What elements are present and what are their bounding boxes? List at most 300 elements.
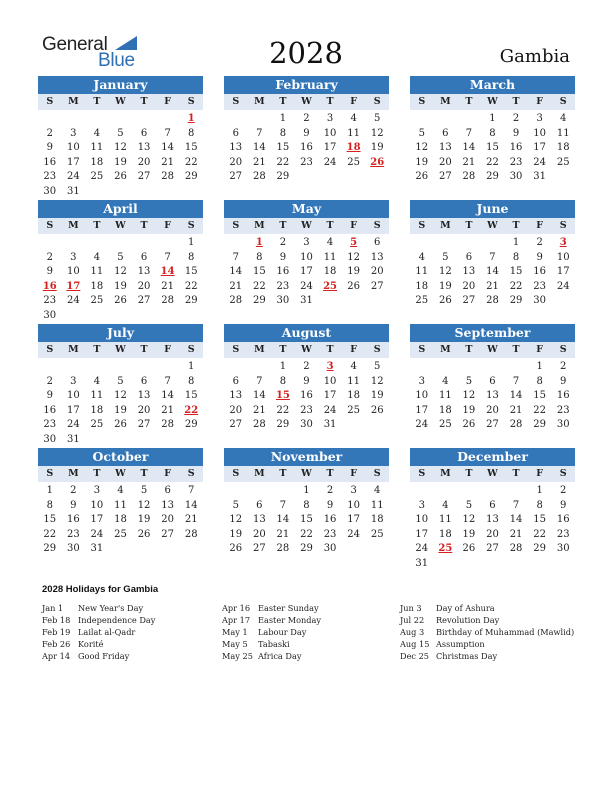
calendar-date: 24 — [66, 171, 80, 183]
holiday-date-label: Jul 22 — [400, 615, 425, 625]
calendar-date: 13 — [438, 142, 452, 154]
calendar-date: 25 — [415, 295, 429, 307]
weekday-label: W — [301, 468, 312, 479]
empty-cell — [132, 112, 156, 127]
weekday-label: F — [164, 344, 171, 355]
calendar-date: 30 — [276, 295, 290, 307]
weekday-label: S — [373, 220, 381, 231]
calendar-date: 11 — [90, 266, 104, 278]
month-header: November — [224, 448, 389, 466]
calendar-date: 27 — [486, 543, 499, 555]
weekday-label: M — [254, 220, 265, 231]
empty-cell — [248, 484, 272, 499]
calendar-date: 23 — [43, 419, 57, 431]
month-november — [224, 448, 389, 557]
month-july — [38, 324, 203, 448]
calendar-date: 29 — [252, 295, 266, 307]
calendar-date: 18 — [114, 514, 127, 526]
calendar-date: 15 — [300, 514, 313, 526]
month-august — [224, 324, 389, 433]
calendar-date: 23 — [556, 528, 570, 540]
calendar-date: 29 — [184, 419, 198, 431]
calendar-date: 10 — [66, 142, 80, 154]
calendar-date: 18 — [438, 404, 452, 416]
calendar-date: 15 — [533, 514, 546, 526]
calendar-date: 26 — [137, 528, 151, 540]
calendar-date: 6 — [489, 375, 496, 387]
calendar-date: 17 — [533, 142, 546, 154]
holiday-date: 3 — [559, 237, 567, 248]
calendar-date: 2 — [70, 485, 77, 496]
calendar-date: 12 — [370, 375, 384, 387]
empty-cell — [38, 112, 62, 127]
calendar-date: 14 — [462, 142, 476, 154]
empty-cell — [434, 484, 458, 499]
empty-cell — [224, 236, 248, 251]
calendar-date: 21 — [161, 404, 174, 416]
calendar-date: 2 — [46, 127, 53, 139]
calendar-date: 22 — [43, 528, 57, 540]
calendar-date: 2 — [326, 485, 334, 496]
calendar-date: 3 — [303, 237, 310, 248]
holiday-date-label: Aug 3 — [400, 627, 425, 637]
calendar-date: 8 — [536, 375, 543, 387]
holiday-row — [42, 638, 222, 650]
calendar-date: 12 — [370, 127, 384, 139]
calendar-date: 21 — [252, 404, 266, 416]
day-grid — [410, 112, 575, 185]
day-grid — [410, 484, 575, 572]
holiday-date: 26 — [370, 156, 385, 168]
weekday-label: T — [279, 96, 287, 107]
calendar-date: 28 — [229, 295, 243, 307]
calendar-date: 23 — [556, 404, 570, 416]
calendar-date: 5 — [465, 375, 473, 387]
weekday-label: W — [115, 96, 126, 107]
weekday-label: T — [140, 220, 148, 231]
weekday-label: W — [301, 96, 312, 107]
calendar-date: 1 — [303, 485, 310, 496]
calendar-date: 5 — [442, 251, 449, 263]
holiday-date-label: May 1 — [222, 627, 248, 637]
calendar-date: 30 — [66, 543, 80, 555]
calendar-date: 15 — [252, 266, 266, 278]
calendar-date: 18 — [90, 280, 104, 292]
page-title-year: 2028 — [269, 36, 343, 70]
calendar-date: 8 — [188, 375, 195, 387]
calendar-date: 28 — [509, 419, 523, 431]
weekday-label: S — [559, 96, 567, 107]
calendar-date: 2 — [560, 361, 567, 372]
day-grid — [410, 236, 575, 309]
holiday-date-label: Feb 19 — [42, 627, 71, 637]
calendar-date: 7 — [164, 127, 171, 139]
calendar-date: 3 — [70, 375, 77, 387]
calendar-date: 24 — [347, 528, 360, 540]
calendar-date: 13 — [462, 266, 476, 278]
calendar-date: 1 — [279, 361, 287, 372]
calendar-date: 26 — [347, 280, 360, 292]
calendar-date: 20 — [438, 156, 452, 168]
calendar-date: 25 — [438, 419, 452, 431]
weekday-row — [410, 94, 575, 110]
calendar-date: 25 — [347, 156, 360, 168]
holiday-date: 25 — [438, 543, 453, 555]
month-january — [38, 76, 203, 200]
calendar-date: 31 — [415, 557, 429, 569]
weekday-label: S — [187, 96, 195, 107]
calendar-date: 7 — [465, 127, 473, 139]
calendar-date: 26 — [114, 295, 127, 307]
calendar-date: 20 — [252, 528, 266, 540]
calendar-date: 29 — [509, 295, 523, 307]
holiday-row — [42, 650, 222, 662]
calendar-date: 12 — [137, 499, 151, 511]
weekday-label: S — [559, 468, 567, 479]
day-grid — [38, 484, 203, 557]
weekday-label: S — [46, 344, 54, 355]
calendar-date: 6 — [140, 127, 148, 139]
calendar-date: 12 — [415, 142, 429, 154]
holiday-date: 17 — [66, 280, 81, 292]
calendar-date: 27 — [486, 419, 499, 431]
empty-cell — [85, 360, 109, 375]
weekday-label: M — [68, 96, 79, 107]
calendar-date: 10 — [66, 266, 80, 278]
calendar-date: 27 — [462, 295, 476, 307]
calendar-date: 30 — [43, 185, 57, 197]
weekday-label: S — [373, 96, 381, 107]
calendar-date: 10 — [323, 127, 337, 139]
weekday-label: M — [440, 96, 451, 107]
holiday-name: Assumption — [436, 639, 485, 649]
calendar-date: 13 — [486, 390, 499, 402]
calendar-date: 1 — [536, 361, 543, 372]
calendar-date: 9 — [560, 499, 567, 511]
weekday-label: T — [512, 220, 520, 231]
calendar-date: 12 — [114, 142, 127, 154]
calendar-date: 23 — [323, 528, 337, 540]
calendar-date: 1 — [188, 361, 195, 372]
calendar-date: 16 — [66, 514, 80, 526]
weekday-label: T — [512, 468, 520, 479]
calendar-date: 17 — [90, 514, 104, 526]
holiday-date-label: Feb 18 — [42, 615, 71, 625]
calendar-date: 3 — [418, 499, 425, 511]
calendar-date: 25 — [370, 528, 384, 540]
calendar-date: 5 — [117, 251, 124, 263]
calendar-date: 19 — [137, 514, 151, 526]
calendar-date: 15 — [486, 142, 499, 154]
holiday-date: 1 — [187, 113, 195, 124]
calendar-date: 26 — [114, 171, 127, 183]
weekday-label: M — [254, 96, 265, 107]
calendar-date: 6 — [140, 375, 148, 387]
holiday-row — [222, 614, 402, 626]
calendar-date: 29 — [43, 543, 57, 555]
day-grid — [224, 236, 389, 309]
empty-cell — [132, 360, 156, 375]
calendar-date: 23 — [66, 528, 80, 540]
empty-cell — [434, 360, 458, 375]
calendar-date: 14 — [184, 499, 198, 511]
calendar-date: 11 — [370, 499, 384, 511]
weekday-label: F — [536, 220, 543, 231]
calendar-date: 6 — [489, 499, 496, 511]
holiday-date: 16 — [42, 280, 57, 292]
calendar-date: 6 — [374, 237, 381, 248]
calendar-date: 4 — [326, 237, 334, 248]
weekday-label: W — [301, 344, 312, 355]
calendar-date: 9 — [303, 375, 310, 387]
calendar-date: 29 — [276, 171, 290, 183]
calendar-date: 17 — [300, 266, 313, 278]
calendar-date: 11 — [90, 142, 104, 154]
calendar-date: 10 — [415, 390, 429, 402]
empty-cell — [434, 236, 458, 251]
calendar-date: 21 — [462, 156, 476, 168]
calendar-date: 27 — [229, 171, 243, 183]
weekday-label: F — [350, 96, 357, 107]
calendar-date: 9 — [560, 375, 567, 387]
calendar-date: 25 — [90, 419, 104, 431]
empty-cell — [248, 360, 272, 375]
holiday-date-label: May 5 — [222, 639, 248, 649]
weekday-label: F — [350, 220, 357, 231]
calendar-date: 24 — [66, 419, 80, 431]
calendar-date: 30 — [43, 309, 57, 321]
calendar-date: 9 — [512, 127, 520, 139]
calendar-date: 14 — [509, 514, 523, 526]
weekday-row — [38, 218, 203, 234]
calendar-date: 28 — [252, 171, 266, 183]
calendar-date: 11 — [438, 390, 452, 402]
calendar-date: 26 — [370, 404, 384, 416]
calendar-date: 30 — [556, 419, 570, 431]
holiday-row — [400, 602, 580, 614]
weekday-label: W — [115, 220, 126, 231]
calendar-date: 20 — [486, 404, 499, 416]
calendar-date: 5 — [117, 375, 124, 387]
calendar-date: 4 — [442, 375, 449, 387]
empty-cell — [85, 236, 109, 251]
calendar-date: 18 — [347, 390, 360, 402]
calendar-date: 2 — [512, 113, 520, 124]
calendar-date: 7 — [279, 499, 287, 511]
month-header: August — [224, 324, 389, 342]
calendar-date: 19 — [114, 404, 127, 416]
weekday-label: M — [440, 344, 451, 355]
calendar-date: 28 — [161, 295, 174, 307]
holiday-date-label: Apr 16 — [222, 603, 251, 613]
day-grid — [410, 360, 575, 433]
calendar-date: 20 — [137, 404, 151, 416]
calendar-date: 14 — [161, 390, 174, 402]
calendar-date: 11 — [347, 127, 360, 139]
calendar-date: 26 — [438, 295, 452, 307]
calendar-date: 18 — [556, 142, 570, 154]
calendar-date: 10 — [300, 251, 313, 263]
holiday-row — [400, 650, 580, 662]
calendar-date: 9 — [46, 266, 53, 278]
month-header: March — [410, 76, 575, 94]
month-header: June — [410, 200, 575, 218]
empty-cell — [410, 112, 434, 127]
empty-cell — [481, 360, 505, 375]
calendar-date: 11 — [415, 266, 429, 278]
weekday-label: S — [187, 468, 195, 479]
calendar-date: 22 — [533, 528, 546, 540]
calendar-date: 19 — [114, 280, 127, 292]
calendar-date: 12 — [347, 251, 360, 263]
calendar-date: 27 — [137, 419, 151, 431]
calendar-date: 4 — [93, 251, 101, 263]
calendar-date: 29 — [184, 171, 198, 183]
calendar-date: 13 — [229, 390, 243, 402]
calendar-date: 2 — [46, 375, 53, 387]
weekday-label: T — [93, 96, 101, 107]
calendar-date: 7 — [188, 485, 195, 496]
holiday-date: 18 — [346, 142, 361, 154]
calendar-date: 28 — [252, 419, 266, 431]
calendar-date: 16 — [323, 514, 337, 526]
empty-cell — [457, 236, 481, 251]
calendar-date: 16 — [300, 142, 313, 154]
weekday-label: W — [487, 468, 498, 479]
calendar-date: 30 — [323, 543, 337, 555]
calendar-date: 26 — [114, 419, 127, 431]
calendar-date: 14 — [252, 390, 266, 402]
calendar-date: 31 — [66, 433, 80, 445]
calendar-date: 29 — [184, 295, 198, 307]
holiday-row — [222, 650, 402, 662]
weekday-label: S — [373, 468, 381, 479]
calendar-date: 10 — [415, 514, 429, 526]
country-name: Gambia — [499, 46, 570, 67]
weekday-row — [410, 466, 575, 482]
calendar-date: 20 — [137, 156, 151, 168]
calendar-date: 28 — [509, 543, 523, 555]
holiday-date-label: Dec 25 — [400, 651, 430, 661]
calendar-date: 24 — [415, 419, 429, 431]
calendar-grid — [38, 76, 575, 576]
calendar-date: 6 — [256, 499, 263, 511]
calendar-date: 27 — [229, 419, 243, 431]
day-grid — [224, 360, 389, 433]
calendar-date: 30 — [509, 171, 523, 183]
empty-cell — [132, 236, 156, 251]
calendar-date: 2 — [536, 237, 543, 248]
calendar-date: 9 — [46, 142, 53, 154]
holiday-row — [400, 638, 580, 650]
calendar-date: 8 — [188, 127, 195, 139]
empty-cell — [504, 484, 528, 499]
day-grid — [224, 112, 389, 185]
weekday-label: S — [232, 344, 240, 355]
calendar-date: 17 — [415, 404, 429, 416]
calendar-date: 5 — [140, 485, 148, 496]
weekday-label: S — [46, 96, 54, 107]
calendar-date: 13 — [229, 142, 243, 154]
holiday-date-label: Apr 17 — [222, 615, 251, 625]
calendar-date: 21 — [509, 528, 523, 540]
calendar-date: 5 — [374, 361, 381, 372]
holiday-row — [222, 626, 402, 638]
calendar-date: 20 — [229, 156, 243, 168]
weekday-label: S — [46, 468, 54, 479]
weekday-label: F — [350, 468, 357, 479]
empty-cell — [156, 112, 180, 127]
holiday-date: 3 — [326, 361, 334, 372]
holiday-date-label: Jun 3 — [400, 603, 422, 613]
holiday-name: Easter Sunday — [258, 603, 319, 613]
calendar-date: 12 — [438, 266, 452, 278]
weekday-label: M — [254, 344, 265, 355]
empty-cell — [85, 112, 109, 127]
calendar-date: 3 — [93, 485, 101, 496]
weekday-label: M — [68, 344, 79, 355]
weekday-label: S — [187, 220, 195, 231]
weekday-label: M — [68, 468, 79, 479]
weekday-label: S — [187, 344, 195, 355]
logo-word-general: General — [42, 34, 108, 55]
empty-cell — [224, 112, 248, 127]
calendar-date: 12 — [229, 514, 243, 526]
calendar-date: 16 — [533, 266, 546, 278]
holiday-date-label: Jan 1 — [42, 603, 64, 613]
calendar-date: 21 — [161, 156, 174, 168]
weekday-label: M — [440, 220, 451, 231]
holiday-date-label: Feb 26 — [42, 639, 71, 649]
calendar-date: 26 — [462, 419, 476, 431]
weekday-label: S — [418, 220, 426, 231]
holiday-name: Revolution Day — [436, 615, 500, 625]
calendar-date: 24 — [415, 543, 429, 555]
weekday-row — [224, 218, 389, 234]
month-october — [38, 448, 203, 557]
weekday-row — [410, 218, 575, 234]
calendar-date: 13 — [137, 390, 151, 402]
month-header: December — [410, 448, 575, 466]
empty-cell — [224, 360, 248, 375]
calendar-date: 27 — [252, 543, 266, 555]
calendar-date: 9 — [326, 499, 334, 511]
calendar-date: 4 — [93, 375, 101, 387]
calendar-date: 24 — [66, 295, 80, 307]
calendar-date: 8 — [512, 251, 520, 263]
calendar-date: 25 — [347, 404, 360, 416]
weekday-label: W — [487, 96, 498, 107]
weekday-label: F — [164, 96, 171, 107]
calendar-date: 8 — [279, 127, 287, 139]
logo-word-blue: Blue — [98, 50, 135, 71]
calendar-date: 11 — [438, 514, 452, 526]
calendar-date: 5 — [232, 499, 239, 511]
calendar-date: 21 — [161, 280, 174, 292]
weekday-label: S — [559, 220, 567, 231]
calendar-date: 20 — [137, 280, 151, 292]
calendar-date: 25 — [90, 295, 104, 307]
calendar-date: 8 — [256, 251, 263, 263]
calendar-date: 24 — [556, 280, 570, 292]
calendar-date: 17 — [66, 156, 80, 168]
calendar-date: 15 — [184, 142, 198, 154]
calendar-date: 21 — [509, 404, 523, 416]
calendar-date: 16 — [43, 156, 57, 168]
weekday-label: T — [279, 220, 287, 231]
empty-cell — [457, 112, 481, 127]
month-may — [224, 200, 389, 309]
